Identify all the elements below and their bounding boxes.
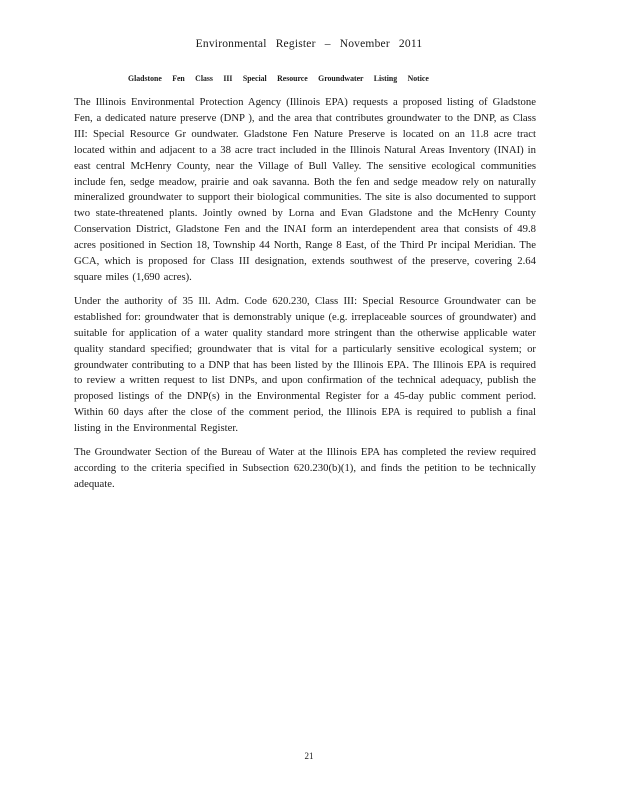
paragraph-1: The Illinois Environmental Protection Agency (Illinois EPA) requests a proposed listing of Gladstone Fen, a dedicated nature preserve (DNP ), and the area that contributes groundwater to the DNP, as Class III: Special Resource Gr oundwater. Gladstone Fen Nature Preserve is located on an 11.8 acre tract located within and adjacent to a 38 acre tract included in the Illinois Natural Areas Inventory (INAI) in east central McHenry County, near the Village of Bull Valley. The sensitive ecological communities include fen, sedge meadow, prairie and oak savanna. Both the fen and sedge meadow rely on naturally mineralized groundwater to support their biological communities. The site is also documented to support two state-threatened plants. Jointly owned by Lorna and Evan Gladstone and the McHenry County Conservation District, Gladstone Fen and the INAI form an interdependent area that consists of 49.8 acres positioned in Section 18, Township 44 North, Range 8 East, of the Third Pr incipal Meridian. The GCA, which is proposed for Class III designation, extends southwest of the preserve, covering 2.64 square miles (1,690 acres).: [74, 96, 536, 283]
document-body: [74, 95, 536, 501]
paragraph-3: The Groundwater Section of the Bureau of Water at the Illinois EPA has completed the review required according to the criteria specified in Subsection 620.230(b)(1), and finds the petition to be technically adequate.: [74, 446, 536, 490]
paragraph-2: Under the authority of 35 Ill. Adm. Code 620.230, Class III: Special Resource Groundwater can be established for: groundwater that is demonstrably unique (e.g. irreplaceable sources of groundwater) and suitable for application of a water quality standard more stringent than the otherwise applicable water quality standard specified; groundwater that is vital for a particularly sensitive ecological system; or groundwater contributing to a DNP that has been listed by the Illinois EPA. The Illinois EPA is required to review a written request to list DNPs, and upon confirmation of the technical adequacy, publish the proposed listings of the DNP(s) in the Environmental Register for a 45-day public comment period. Within 60 days after the close of the comment period, the Illinois EPA is required to publish a final listing in the Environmental Register.: [74, 294, 536, 435]
running-header: Environmental Register – November 2011: [195, 38, 423, 50]
page-number: 21: [304, 751, 314, 761]
document-title: Gladstone Fen Class III Special Resource Groundwater Listing Notice: [128, 74, 429, 83]
